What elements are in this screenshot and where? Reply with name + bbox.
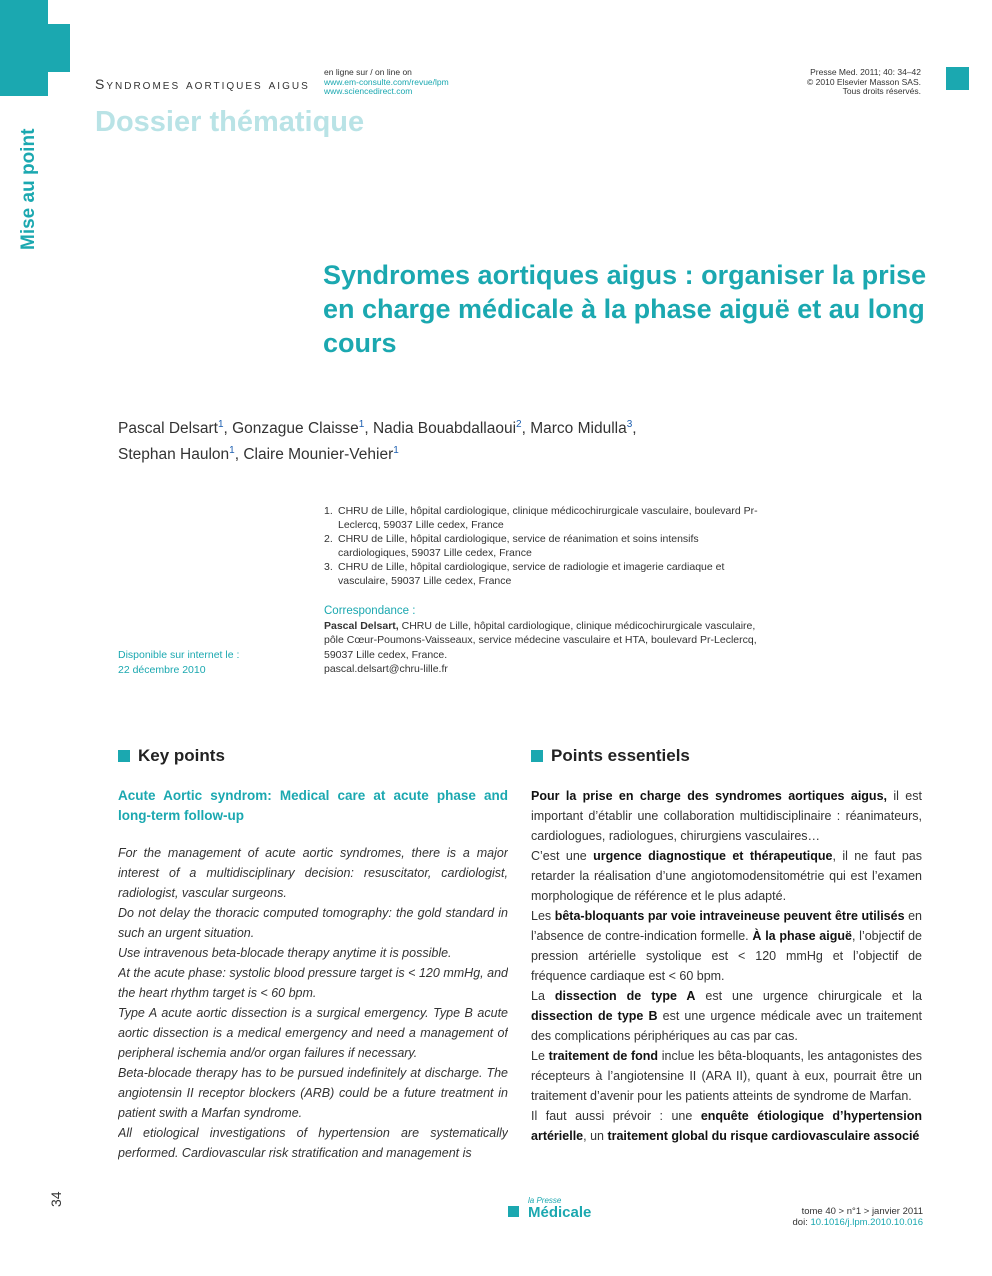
author: Stephan Haulon$^1$	[118, 445, 235, 464]
key-points-subtitle: Acute Aortic syndrom: Medical care at acute phase and long-term follow-up	[118, 788, 508, 823]
key-points-body	[118, 843, 508, 1161]
doi-line: doi: 10.1016/j.lpm.2010.10.016	[792, 1216, 923, 1228]
point-paragraph: C’est une urgence diagnostique et thérapeutique, il ne faut pas retarder la réalisation d’une angiotomodensitométrie qui est l’examen morphologique de référence et le plus adapté.	[531, 849, 922, 903]
online-links	[324, 68, 449, 97]
rights: Tous droits réservés.	[842, 86, 921, 96]
correspondance-email[interactable]: pascal.delsart@chru-lille.fr	[324, 663, 448, 675]
author: Marco Midulla$^3$	[530, 419, 633, 438]
author-list: Pascal Delsart$^1$, Gonzague Claisse$^1$, Nadia Bouabdallaoui$^2$, Marco Midulla$^3$, Stephan Haulon$^1$, Claire Mounier-Vehier$^1$	[118, 419, 637, 464]
key-point-paragraph: For the management of acute aortic syndromes, there is a major interest of a multidisciplinary decision: resuscitator, cardiologist, radiologist, vascular surgeons.	[118, 846, 508, 900]
running-head: Syndromes aortiques aigus	[95, 76, 310, 92]
logo-big-text: Médicale	[528, 1204, 592, 1221]
online-label: en ligne sur / on line on	[324, 67, 412, 77]
available-date: 22 décembre 2010	[118, 664, 206, 676]
logo-small-text: la Presse	[528, 1196, 562, 1205]
key-point-paragraph: Beta-blocade therapy has to be pursued indefinitely at discharge. The angiotensin II receptor blockers (ARB) could be a future treatment in patient swith a Marfan syndrome.	[118, 1066, 508, 1120]
square-bullet-icon	[118, 750, 130, 762]
point-paragraph: Il faut aussi prévoir : une enquête étiologique d’hypertension artérielle, un traitement global du risque cardiovasculaire associé	[531, 1109, 922, 1143]
key-points-heading: Key points	[118, 746, 225, 766]
author: Nadia Bouabdallaoui$^2$	[372, 419, 522, 438]
online-url-emconsulte[interactable]: www.em-consulte.com/revue/lpm	[324, 76, 449, 87]
point-paragraph: Les bêta-bloquants par voie intraveineuse peuvent être utilisés en l’absence de contre-indication formelle. À la phase aiguë, l’objectif de pression artérielle systolique est < 120 mmHg et l’objectif de fréquence cardiaque est < 60 bpm.	[531, 909, 922, 983]
points-essentiels-heading: Points essentiels	[531, 746, 690, 766]
page-number: 34	[48, 1191, 64, 1207]
section-vertical-tag: Mise au point	[18, 128, 39, 250]
online-url-sciencedirect[interactable]: www.sciencedirect.com	[324, 86, 413, 96]
corner-decoration-step	[48, 24, 70, 72]
journal-citation: Presse Med. 2011; 40: 34–42	[810, 67, 921, 77]
affiliation-item: 2. CHRU de Lille, hôpital cardiologique, service de réanimation et soins intensifs cardiologiques, 59037 Lille cedex, France	[324, 533, 699, 559]
doi-link[interactable]: 10.1016/j.lpm.2010.10.016	[810, 1216, 923, 1228]
key-point-paragraph: Type A acute aortic dissection is a surgical emergency. Type B acute aortic dissection is a medical emergency and need a management of peripheral ischemia and/or organ failures if necessary.	[118, 1006, 508, 1060]
affiliations-list	[324, 504, 764, 588]
article-title: Syndromes aortiques aigus : organiser la prise en charge médicale à la phase aiguë et au long cours	[323, 260, 927, 358]
affiliation-item: 1. CHRU de Lille, hôpital cardiologique, clinique médicochirurgicale vasculaire, boulevard Pr-Leclercq, 59037 Lille cedex, France	[324, 505, 758, 531]
journal-reference	[681, 68, 921, 97]
square-bullet-icon	[531, 750, 543, 762]
author: Claire Mounier-Vehier$^1$	[243, 445, 399, 464]
issue-info: tome 40 > n°1 > janvier 2011	[801, 1206, 923, 1217]
corner-decoration	[0, 0, 48, 96]
author: Pascal Delsart$^1$	[118, 419, 224, 438]
availability-block	[118, 648, 278, 678]
correspondance-address: CHRU de Lille, hôpital cardiologique, clinique médicochirurgicale vasculaire, pôle Cœur-Poumons-Vaisseaux, service médecine vasculaire et HTA, boulevard Pr-Leclercq, 59037 Lille cedex, France.	[324, 619, 757, 661]
header-square-decoration	[946, 67, 969, 90]
point-paragraph: Le traitement de fond inclue les bêta-bloquants, les antagonistes des récepteurs à l’angiotensine II (ARA II), quant à eux, pourrait être un traitement d’avenir pour les patients atteints de syndrome de Marfan.	[531, 1049, 922, 1103]
logo-square-icon	[508, 1206, 519, 1217]
points-essentiels-body	[531, 786, 922, 1164]
correspondance-block	[324, 604, 764, 677]
key-point-paragraph: At the acute phase: systolic blood pressure target is < 120 mmHg, and the heart rhythm target is < 60 bpm.	[118, 966, 508, 1000]
point-paragraph: Pour la prise en charge des syndromes aortiques aigus, il est important d’établir une collaboration multidisciplinaire : réanimateurs, cardiologues, radiologues, chirurgiens vasculaires…	[531, 789, 922, 843]
correspondance-label: Correspondance :	[324, 605, 416, 617]
copyright: © 2010 Elsevier Masson SAS.	[807, 76, 921, 87]
author: Gonzague Claisse$^1$	[232, 419, 365, 438]
key-point-paragraph: Do not delay the thoracic computed tomography: the gold standard in such an urgent situation.	[118, 906, 508, 940]
dossier-label: Dossier thématique	[95, 106, 365, 138]
key-point-paragraph: Use intravenous beta-blocade therapy anytime it is possible.	[118, 946, 452, 960]
affiliation-item: 3. CHRU de Lille, hôpital cardiologique, service de radiologie et imagerie cardiaque et vasculaire, 59037 Lille cedex, France	[324, 561, 725, 587]
available-label: Disponible sur internet le :	[118, 649, 240, 661]
point-paragraph: La dissection de type A est une urgence chirurgicale et la dissection de type B est une urgence médicale avec un traitement des complications périphériques au cas par cas.	[531, 989, 922, 1043]
journal-logo	[508, 1197, 591, 1220]
correspondance-name: Pascal Delsart,	[324, 619, 399, 632]
key-point-paragraph: All etiological investigations of hypertension are systematically performed. Cardiovascular risk stratification and management is	[118, 1126, 508, 1160]
footer-issue-info	[663, 1207, 923, 1228]
